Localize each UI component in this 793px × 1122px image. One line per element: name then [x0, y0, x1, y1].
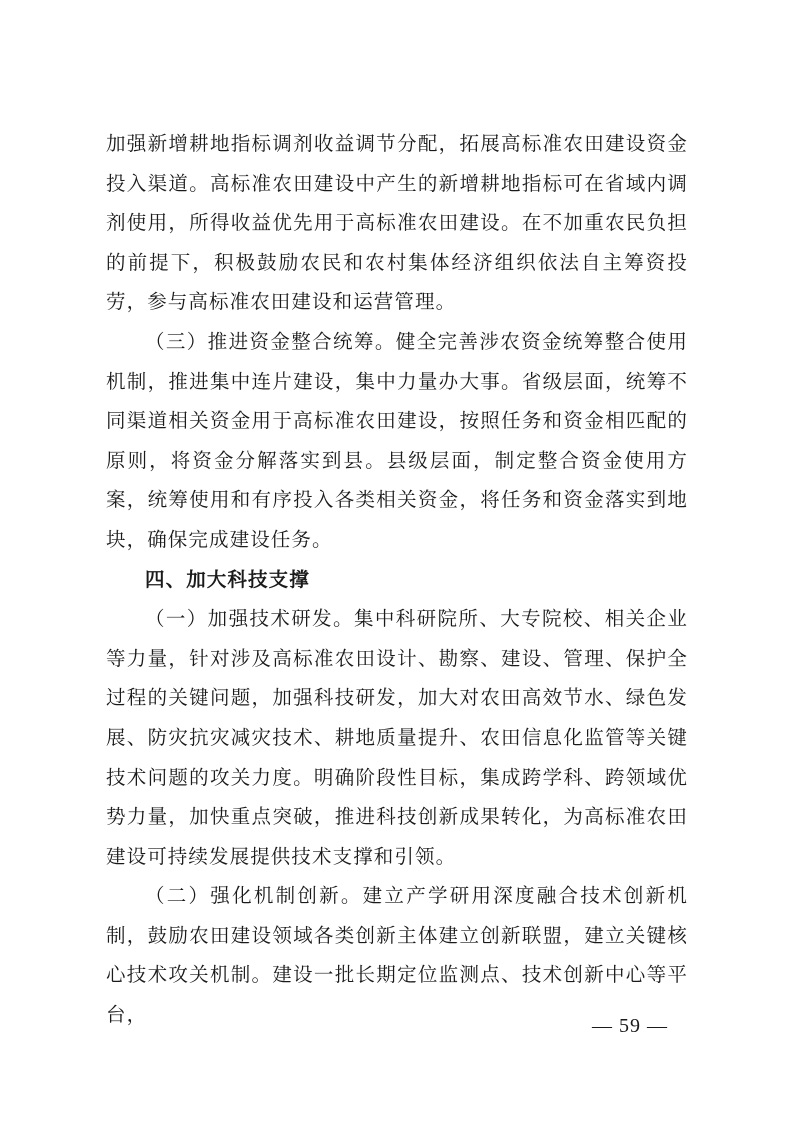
paragraph-tech-research: （一）加强技术研发。集中科研院所、大专院校、相关企业等力量，针对涉及高标准农田设计、勘察、建设、管理、保护全过程的关键问题，加强科技研发，加大对农田高效节水、绿色发展、防灾抗灾减灾技术、耕地质量提升、农田信息化监管等关键技术问题的攻关力度。明确阶段性目标，集成跨学科、跨领域优势力量，加快重点突破，推进科技创新成果转化，为高标准农田建设可持续发展提供技术支撑和引领。 [106, 607, 688, 868]
document-body [106, 124, 688, 1035]
paragraph-fund-integration: （三）推进资金整合统筹。健全完善涉农资金统筹整合使用机制，推进集中连片建设，集中力量办大事。省级层面，统筹不同渠道相关资金用于高标准农田建设，按照任务和资金相匹配的原则，将资金分解落实到县。县级层面，制定整合资金使用方案，统筹使用和有序投入各类相关资金，将任务和资金落实到地块，确保完成建设任务。 [106, 329, 688, 551]
paragraph-funding-channels: 加强新增耕地指标调剂收益调节分配，拓展高标准农田建设资金投入渠道。高标准农田建设中产生的新增耕地指标可在省域内调剂使用，所得收益优先用于高标准农田建设。在不加重农民负担的前提下，积极鼓励农民和农村集体经济组织依法自主筹资投劳，参与高标准农田建设和运营管理。 [106, 132, 688, 314]
page-number: — 59 — [592, 1015, 668, 1037]
section-heading-tech-support: 四、加大科技支撑 [145, 567, 310, 591]
paragraph-mechanism-innovation: （二）强化机制创新。建立产学研用深度融合技术创新机制，鼓励农田建设领域各类创新主体建立创新联盟，建立关键核心技术攻关机制。建设一批长期定位监测点、技术创新中心等平台， [106, 884, 688, 1027]
